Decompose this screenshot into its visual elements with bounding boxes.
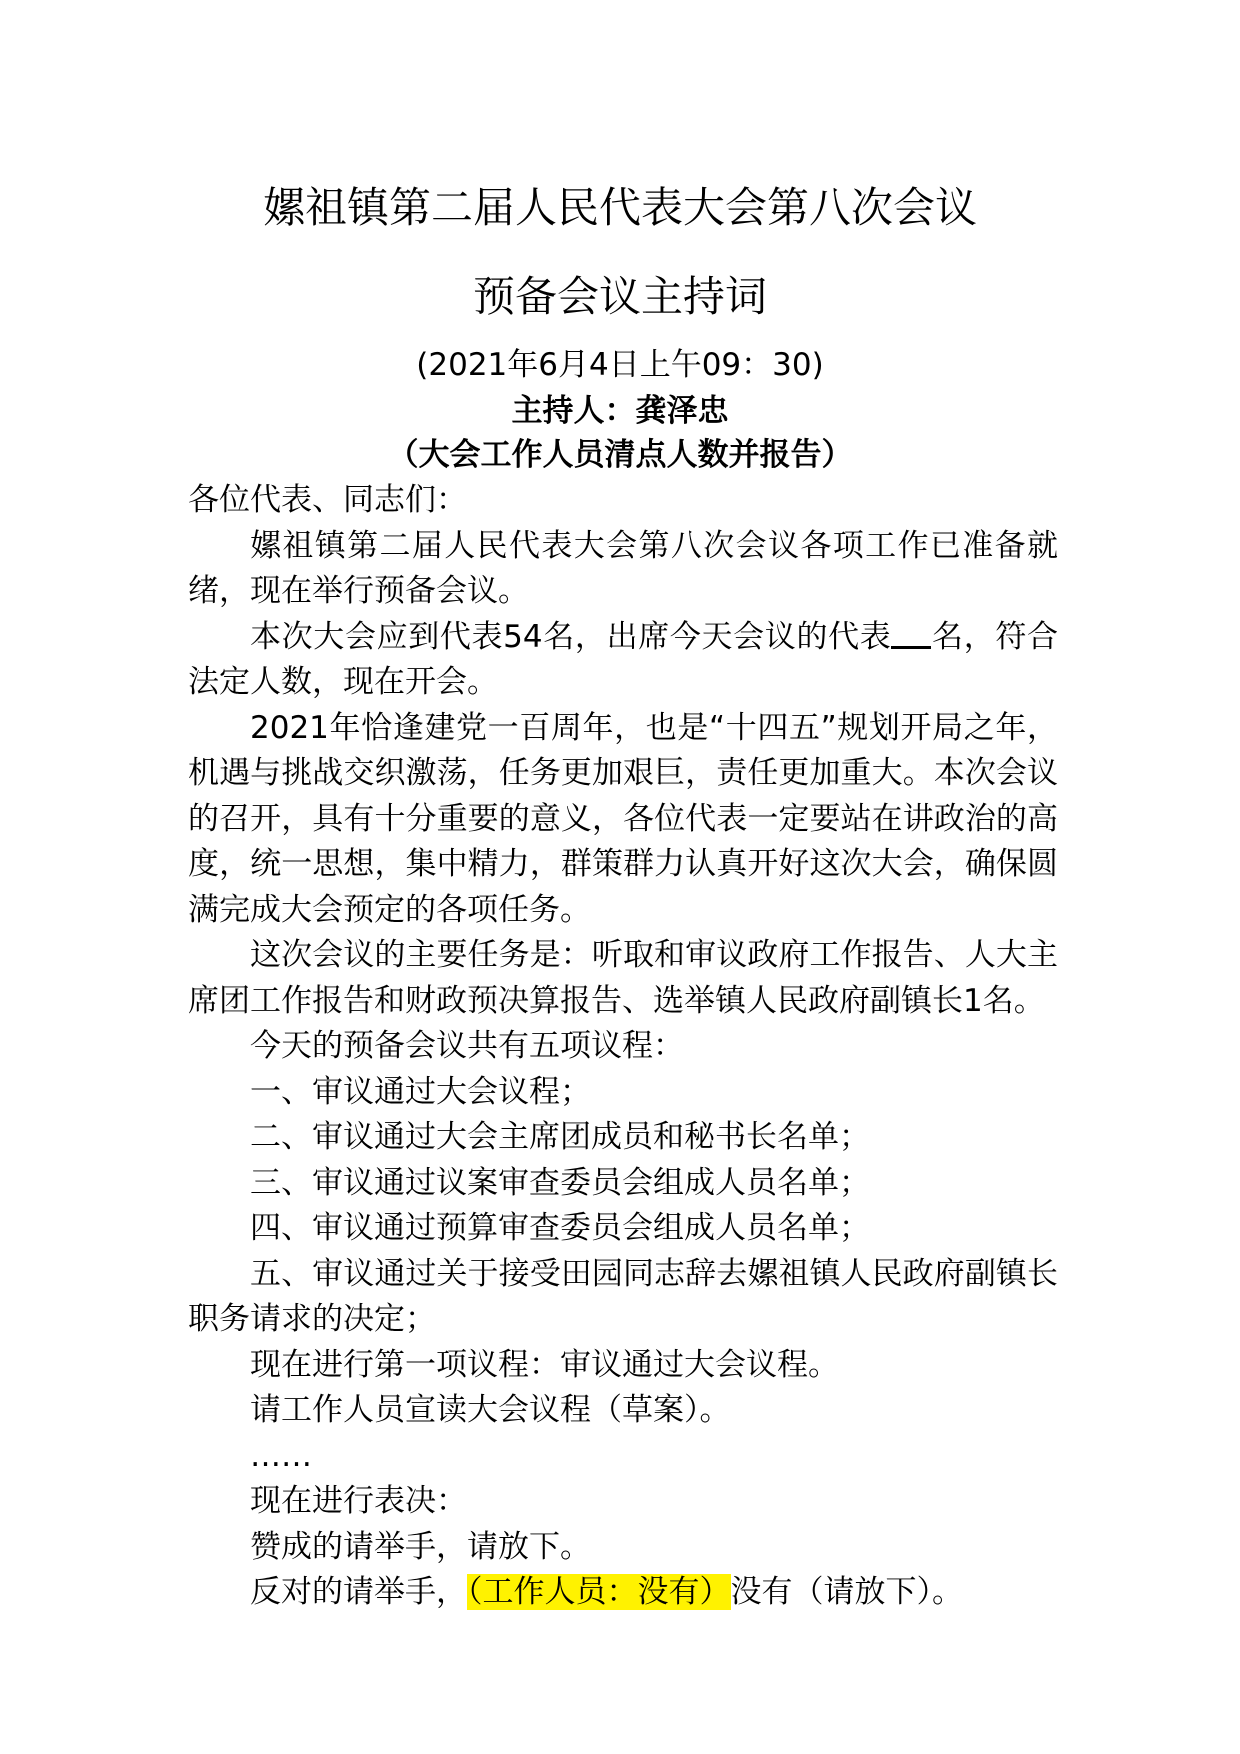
document-title-line-2: 预备会议主持词 bbox=[472, 272, 767, 321]
meeting-dateline: (2021年6月4日上午09：30) bbox=[416, 347, 824, 383]
attendance-text-after: 名，符合法定人数，现在开会。 bbox=[188, 618, 1058, 700]
agenda-item-2: 二、审议通过大会主席团成员和秘书长名单； bbox=[250, 1119, 870, 1155]
agenda-item-4: 四、审议通过预算审查委员会组成人员名单； bbox=[250, 1210, 870, 1246]
paragraph-vote: 现在进行表决： bbox=[250, 1483, 467, 1519]
agenda-item-3: 三、审议通过议案审查委员会组成人员名单； bbox=[250, 1164, 870, 1201]
salutation: 各位代表、同志们： bbox=[188, 482, 467, 518]
attendance-blank bbox=[891, 620, 931, 649]
paragraph-first-item: 现在进行第一项议程：审议通过大会议程。 bbox=[250, 1346, 839, 1383]
stage-note: （大会工作人员清点人数并报告） bbox=[387, 437, 853, 473]
vote-no-text-after: 没有（请放下）。 bbox=[730, 1574, 963, 1610]
paragraph-attendance bbox=[188, 615, 1058, 706]
paragraph-opening: 嫘祖镇第二届人民代表大会第八次会议各项工作已准备就绪，现在举行预备会议。 bbox=[188, 527, 1058, 609]
paragraph-ellipsis: …… bbox=[250, 1437, 312, 1474]
paragraph-agenda-intro: 今天的预备会议共有五项议程： bbox=[250, 1028, 684, 1064]
paragraph-vote-yes: 赞成的请举手，请放下。 bbox=[250, 1528, 591, 1565]
agenda-item-1: 一、审议通过大会议程； bbox=[250, 1073, 591, 1110]
agenda-item-5: 五、审议通过关于接受田园同志辞去嫘祖镇人民政府副镇长职务请求的决定； bbox=[188, 1255, 1058, 1337]
highlighted-staff-note: （工作人员：没有） bbox=[467, 1574, 731, 1610]
host-name: 主持人：龚泽忠 bbox=[511, 393, 729, 429]
vote-no-text-before: 反对的请举手， bbox=[250, 1574, 467, 1610]
attendance-text-before: 本次大会应到代表54名，出席今天会议的代表 bbox=[250, 618, 892, 655]
paragraph-significance: 2021年恰逢建党一百周年，也是“十四五”规划开局之年，机遇与挑战交织激荡，任务更加艰巨，责任更加重大。本次会议的召开，具有十分重要的意义，各位代表一定要站在讲政治的高度，统一思想，集中精力，群策群力认真开好这次大会，确保圆满完成大会预定的各项任务。 bbox=[188, 709, 1058, 928]
paragraph-read-agenda: 请工作人员宣读大会议程（草案）。 bbox=[250, 1392, 731, 1428]
document-title-line-1: 嫘祖镇第二届人民代表大会第八次会议 bbox=[262, 183, 977, 232]
paragraph-vote-no bbox=[188, 1570, 1058, 1616]
document-body bbox=[188, 478, 1058, 1616]
paragraph-main-tasks: 这次会议的主要任务是：听取和审议政府工作报告、人大主席团工作报告和财政预决算报告、选举镇人民政府副镇长1名。 bbox=[188, 937, 1058, 1019]
